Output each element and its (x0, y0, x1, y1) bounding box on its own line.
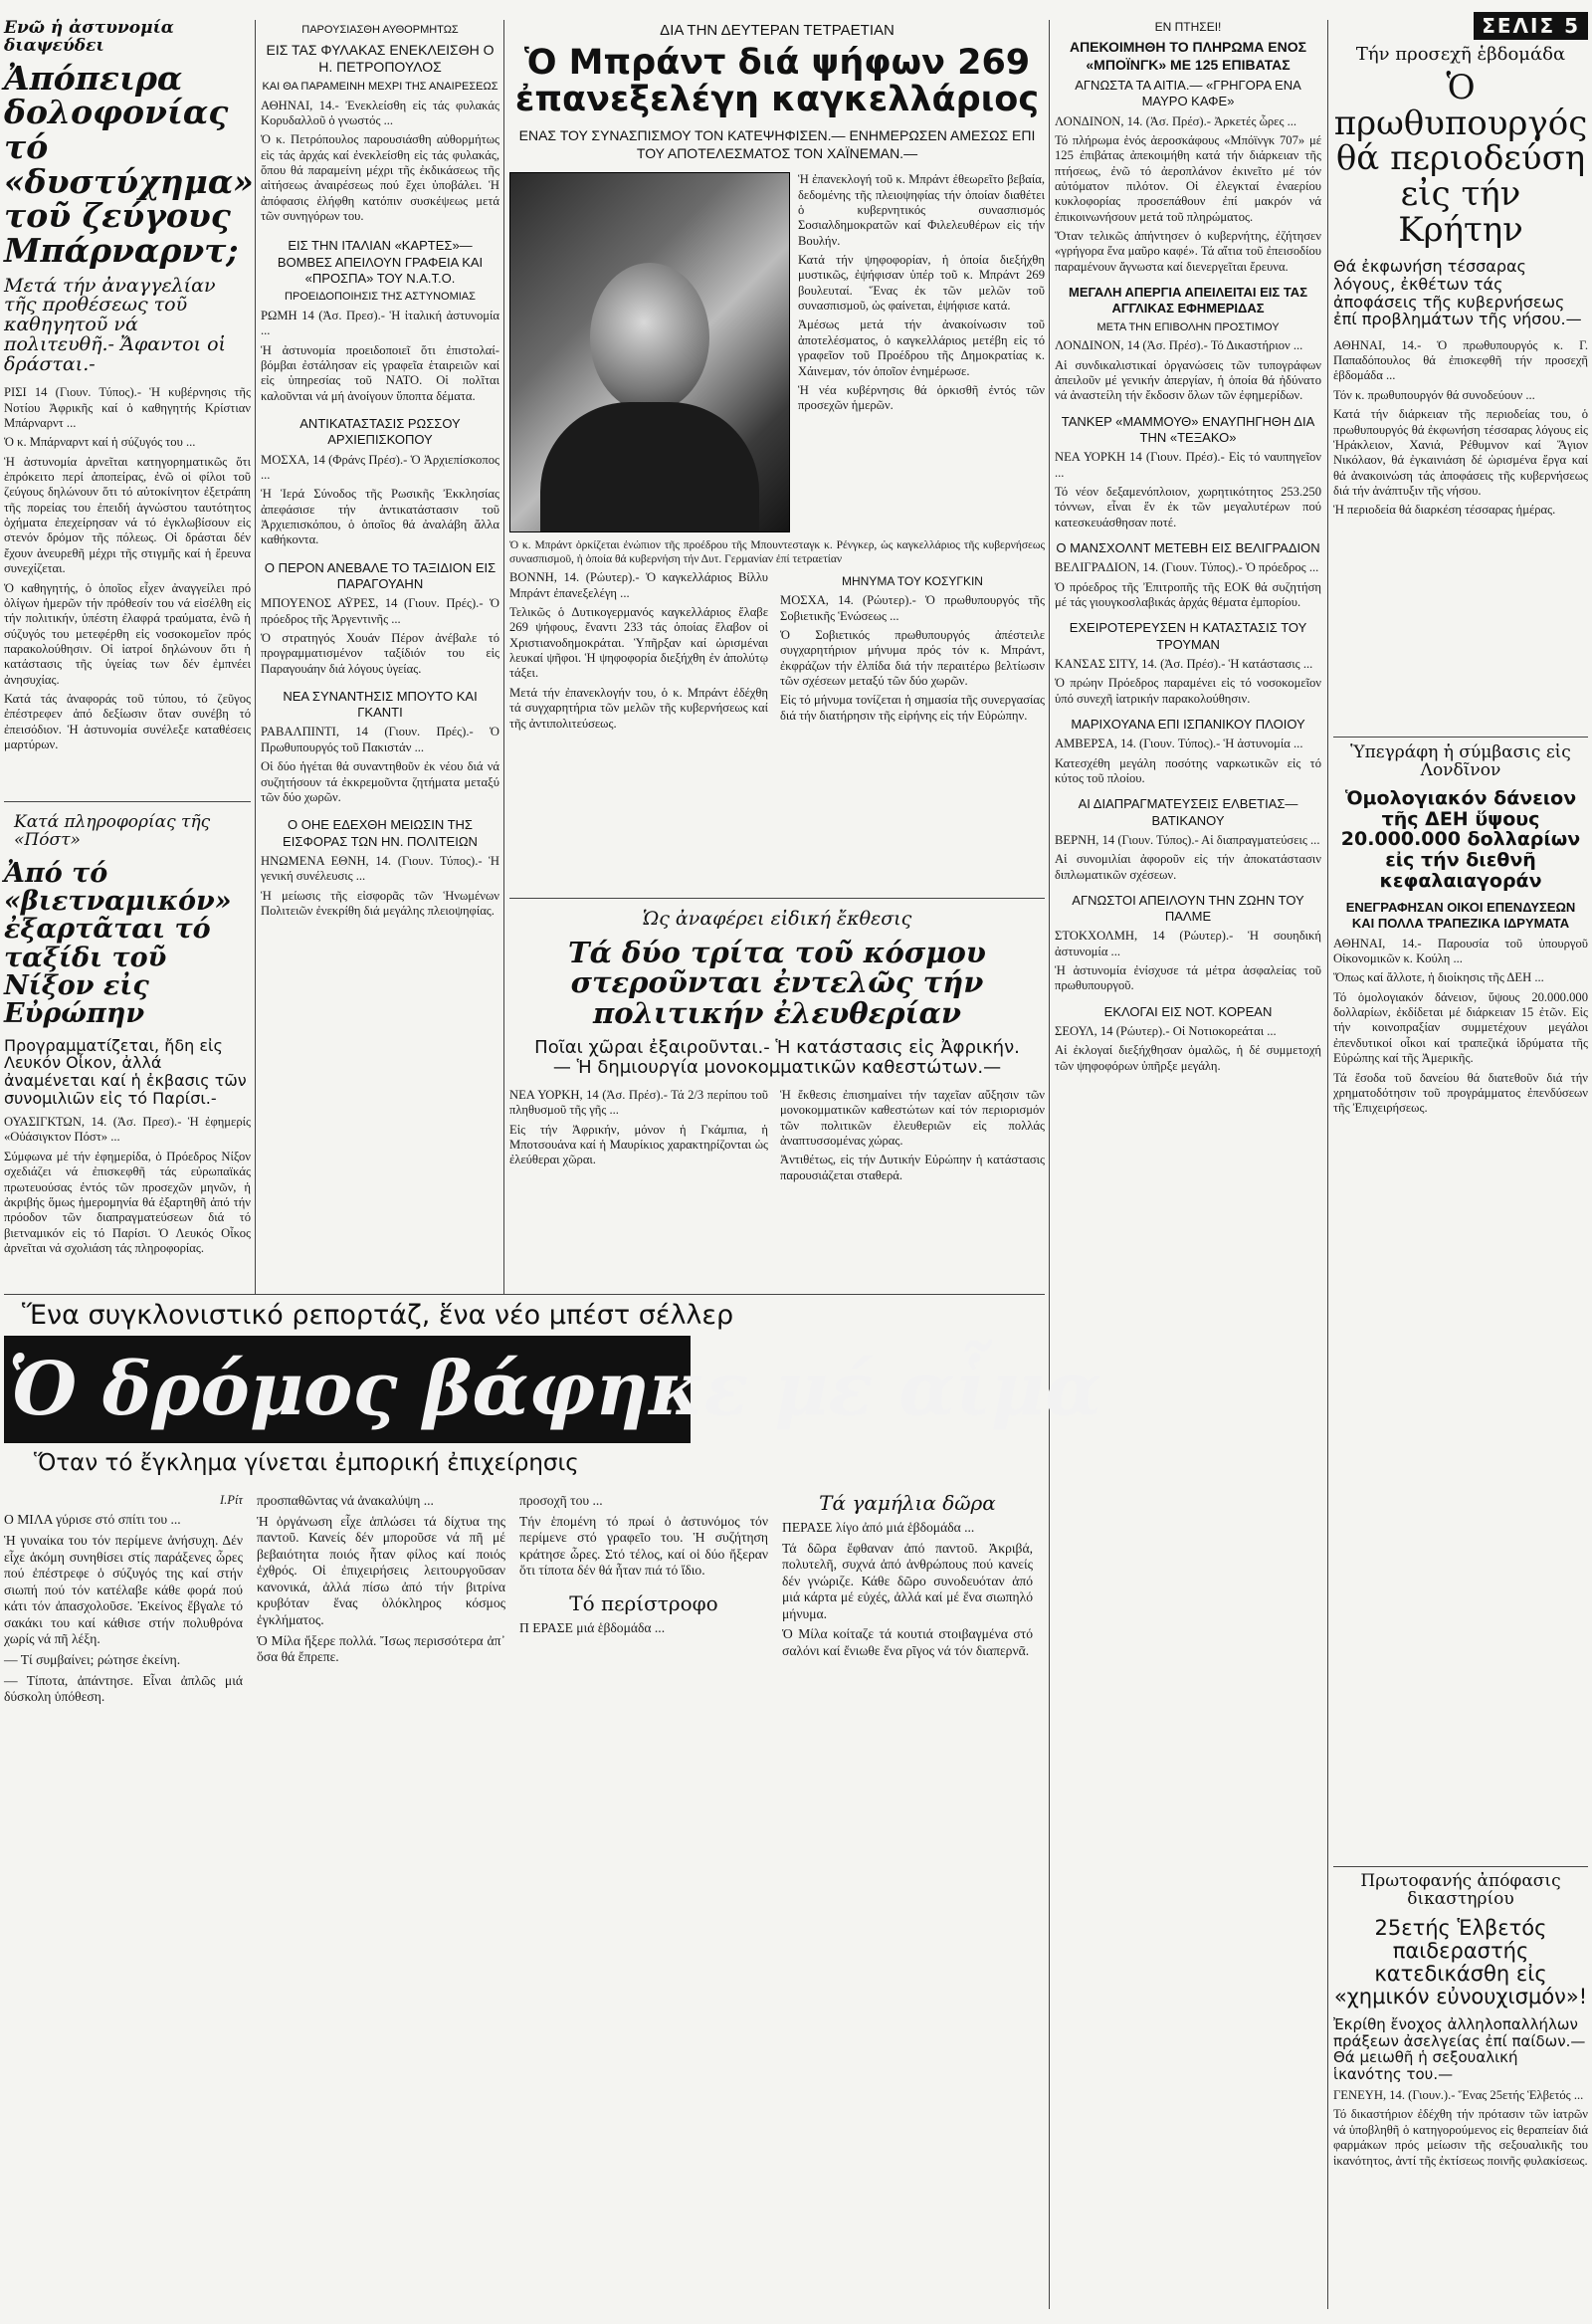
headline-palme: ΑΓΝΩΣΤΟΙ ΑΠΕΙΛΟΥΝ ΤΗΝ ΖΩΗΝ ΤΟΥ ΠΑΛΜΕ (1072, 892, 1304, 925)
article-vietnam: Κατά πληροφορίας τῆς «Πόστ» Ἀπό τό «βιετναμικόν» ἐξαρτᾶται τό ταξίδι τοῦ Νίξον εἰς Εὐρώπην Προγραμματίζεται, ἤδη εἰς Λευκόν Οἶκον, ἀλλά ἀναμένεται καί ἡ ἐκβασις τῶν συνομιλιῶν εἰς τό Παρίσι.- ΟΥΑΣΙΓΚΤΩΝ, 14. (Ἀσ. Πρεσ).- Ἡ ἐφημερίς «Οὐάσιγκτον Πόστ» ... Σύμφωνα μέ τήν ἐφημερίδα, ὁ Πρόεδρος Νίξον σχεδιάζει νά ἐπισκεφθῆ τάς εὐρωπαϊκάς πρωτευούσας ἐντός τῶν προσεχῶν μηνῶν, ἡ ἀκριβής ὅμως ἡμερομηνία θά ἐξαρτηθῆ ἀπό τήν πρόοδον τῶν διαπραγματεύσεων διά τό βιετναμικόν εἰς τό Παρίσι. Ὁ Λευκός Οἶκος ἀρνεῖται νά σχολιάση τάς πληροφορίας. (4, 812, 251, 1255)
subhead-vietnam: Προγραμματίζεται, ἤδη εἰς Λευκόν Οἶκον, ἀλλά ἀναμένεται καί ἡ ἐκβασις τῶν συνομιλιῶν εἰς τό Παρίσι.- (4, 1035, 247, 1108)
article-body-petropoulos: ΑΘΗΝΑΙ, 14.- Ἐνεκλείσθη εἰς τάς φυλακάς Κορυδαλλοῦ ὁ γνωστός ... (261, 98, 499, 127)
subhead-petropoulos: ΚΑΙ ΘΑ ΠΑΡΑΜΕΙΝΗ ΜΕΧΡΙ ΤΗΣ ΑΝΑΙΡΕΣΕΩΣ (262, 80, 498, 93)
serial-banner (4, 1294, 1102, 1477)
section-label-text: ΣΕΛΙΣ 5 (1474, 12, 1588, 40)
section-label (1333, 12, 1588, 40)
article-dei-loan: Ὑπεγράφη ἡ σύμβασις εἰς Λονδῖνον Ὁμολογιακόν δάνειον τῆς ΔΕΗ ὕψους 20.000.000 δολλαρίων εἰς τήν διεθνῆ κεφαλαιαγοράν ΕΝΕΓΡΑΦΗΣΑΝ ΟΙΚΟΙ ΕΠΕΝΔΥΣΕΩΝ ΚΑΙ ΠΟΛΛΑ ΤΡΑΠΕΖΙΚΑ ΙΔΡΥΜΑΤΑ ΑΘΗΝΑΙ, 14.- Παρουσία τοῦ ὑπουργοῦ Οἰκονομικῶν κ. Κούλη ... Ὅπως καί ἄλλοτε, ἡ διοίκησις τῆς ΔΕΗ ... Τό ὁμολογιακόν δάνειον, ὕψους 20.000.000 δολλαρίων, ἐκδίδεται μέ διάρκειαν 15 ἐτῶν. Εἰς τήν κοινοπραξίαν συμμετέχουν μεγάλοι ἐπενδυτικοί οἶκοι καί τραπεζικά ἱδρύματα τῆς Εὐρώπης καί τῆς Ἀμερικῆς. Τά ἔσοδα τοῦ δανείου θά διατεθοῦν διά τήν χρηματοδότησιν τοῦ προγράμματος ἐπενδύσεων τῆς Ἐπιχειρήσεως. (1333, 742, 1588, 1116)
article-body-peron: ΜΠΟΥΕΝΟΣ ΑΫΡΕΣ, 14 (Γιουν. Πρές).- Ὁ πρόεδρος τῆς Ἀργεντινῆς ... (261, 596, 499, 626)
article-body-russia: ΜΟΣΧΑ, 14 (Φράνς Πρέσ).- Ὁ Ἀρχιεπίσκοπος ... (261, 452, 499, 482)
serial-body-2: προσπαθῶντας νά ἀνακαλύψη ... (257, 1493, 434, 1508)
headline-un: Ο ΟΗΕ ΕΔΕΧΘΗ ΜΕΙΩΣΙΝ ΤΗΣ ΕΙΣΦΟΡΑΣ ΤΩΝ ΗΝ. ΠΟΛΙΤΕΙΩΝ (283, 817, 478, 849)
article-body-kosygin: ΜΟΣΧΑ, 14. (Ρώυτερ).- Ὁ πρωθυπουργός τῆς Σοβιετικῆς Ἑνώσεως ... (780, 593, 1045, 623)
kicker-boeing: ΕΝ ΠΤΗΣΕΙ! (1154, 20, 1222, 34)
headline-gandhi: ΝΕΑ ΣΥΝΑΝΤΗΣΙΣ ΜΠΟΥΤΟ ΚΑΙ ΓΚΑΝΤΙ (283, 688, 478, 721)
headline-strike: ΜΕΓΑΛΗ ΑΠΕΡΓΙΑ ΑΠΕΙΛΕΙΤΑΙ ΕΙΣ ΤΑΣ ΑΓΓΛΙΚΑΣ ΕΦΗΜΕΡΙΔΑΣ (1069, 285, 1307, 317)
article-body-report: ΝΕΑ ΥΟΡΚΗ, 14 (Ἀσ. Πρέσ).- Τά 2/3 περίπου τοῦ πληθυσμοῦ τῆς γῆς ... (509, 1087, 768, 1118)
article-body-boeing: ΛΟΝΔΙΝΟΝ, 14. (Ἀσ. Πρέσ).- Ἀρκετές ὧρες ... (1055, 113, 1297, 128)
article-body-gandhi: ΡΑΒΑΛΠΙΝΤΙ, 14 (Γιουν. Πρές).- Ὁ Πρωθυπουργός τοῦ Πακιστάν ... (261, 725, 499, 754)
article-body-barnard-2: Ὁ κ. Μπάρναρντ καί ἡ σύζυγός του ... (4, 435, 196, 450)
kicker-barnard: Ενῶ ἡ ἀστυνομία διαψεύδει (4, 18, 174, 56)
headline-peron: Ο ΠΕΡΟΝ ΑΝΕΒΑΛΕ ΤΟ ΤΑΞΙΔΙΟΝ ΕΙΣ ΠΑΡΑΓΟΥΑΗΝ (264, 559, 497, 591)
headline-loan: Ὁμολογιακόν δάνειον τῆς ΔΕΗ ὕψους 20.000.000 δολλαρίων εἰς τήν διεθνῆ κεφαλαιαγοράν (1340, 786, 1581, 893)
serial-body-4: ΠΕΡΑΣΕ λίγο ἀπό μιά ἑβδομάδα ... (782, 1520, 975, 1535)
article-body-palme: ΣΤΟΚΧΟΛΜΗ, 14 (Ρώυτερ).- Ἡ σουηδική ἀστυνομία ... (1055, 929, 1321, 958)
headline-brandt: Ὁ Μπράντ διά ψήφων 269 ἐπανεξελέγη καγκελλάριος (514, 42, 1040, 119)
subhead-swiss-court: Ἐκρίθη ἔνοχος ἀλληλοπαλλήλων πράξεων ἀσελγείας ἐπί παίδων.— Θά μειωθῆ ἡ σεξουαλική ἱκανότης του.— (1333, 2015, 1586, 2083)
headline-tanker: ΤΑΝΚΕΡ «ΜΑΜΜΟΥΘ» ΕΝΑΥΠΗΓΗΘΗ ΔΙΑ ΤΗΝ «ΤΕΞΑΚΟ» (1061, 413, 1315, 446)
article-body-vietnam: ΟΥΑΣΙΓΚΤΩΝ, 14. (Ἀσ. Πρεσ).- Ἡ ἐφημερίς «Οὐάσιγκτον Πόστ» ... (4, 1115, 251, 1145)
serial-subtitle: Ὅταν τό ἔγκλημα γίνεται ἐμπορική ἐπιχείρησις (34, 1450, 579, 1477)
headline-crete: Ὁ πρωθυπουργός θά περιοδεύση εἰς τήν Κρήτην (1333, 67, 1588, 250)
column-4: ΕΝ ΠΤΗΣΕΙ! ΑΠΕΚΟΙΜΗΘΗ ΤΟ ΠΛΗΡΩΜΑ ΕΝΟΣ «ΜΠΟΪΝΓΚ» ΜΕ 125 ΕΠΙΒΑΤΑΣ ΑΓΝΩΣΤΑ ΤΑ ΑΙΤΙΑ.— «ΓΡΗΓΟΡΑ ΕΝΑ ΜΑΥΡΟ ΚΑΦΕ» ΛΟΝΔΙΝΟΝ, 14. (Ἀσ. Πρέσ).- Ἀρκετές ὧρες ... Τό πλήρωμα ἑνός ἀεροσκάφους «Μπόϊνγκ 707» μέ 125 ἐπιβάτας ἀπεκοιμήθη κατά τήν διάρκειαν τῆς πτήσεως, ἐνῶ τό ἀεροπλάνον ἐκινεῖτο μέ τόν αὐτόματον πιλότον. Οἱ ἐλεγκταί ἐναερίου κυκλοφορίας προσεπάθουν ἐπί μακρόν νά ἐπικοινωνήσουν μετά τοῦ πληρώματος. Ὅταν τελικῶς ἀπήντησεν ὁ κυβερνήτης, ἐζήτησεν «γρήγορα ἕνα μαῦρο καφέ». Τά αἴτια τοῦ ἐπεισοδίου παραμένουν ἄγνωστα καί διενεργεῖται ἔρευνα. ΜΕΓΑΛΗ ΑΠΕΡΓΙΑ ΑΠΕΙΛΕΙΤΑΙ ΕΙΣ ΤΑΣ ΑΓΓΛΙΚΑΣ ΕΦΗΜΕΡΙΔΑΣ ΜΕΤΑ ΤΗΝ ΕΠΙΒΟΛΗΝ ΠΡΟΣΤΙΜΟΥ ΛΟΝΔΙΝΟΝ, 14 (Ἀσ. Πρέσ).- Τό Δικαστήριον ... Αἱ συνδικαλιστικαί ὀργανώσεις τῶν τυπογράφων ἀπειλοῦν μέ γενικήν ἀπεργίαν, ἡ ὁποία θά ἠδύνατο νά ἀναστείλη τήν ἔκδοσιν ὅλων τῶν ἐφημερίδων. ΤΑΝΚΕΡ «ΜΑΜΜΟΥΘ» ΕΝΑΥΠΗΓΗΘΗ ΔΙΑ ΤΗΝ «ΤΕΞΑΚΟ» ΝΕΑ ΥΟΡΚΗ 14 (Γιουν. Πρέσ).- Εἰς τό ναυπηγεῖον ... Τό νέον δεξαμενόπλοιον, χωρητικότητος 253.250 τόννων, εἶναι ἕν ἐκ τῶν μεγαλυτέρων πού κατεσκευάσθησαν ποτέ. Ο ΜΑΝΣΧΟΛΝΤ ΜΕΤΕΒΗ ΕΙΣ ΒΕΛΙΓΡΑΔΙΟΝ ΒΕΛΙΓΡΑΔΙΟΝ, 14. (Γιουν. Τύπος).- Ὁ πρόεδρος ... Ὁ πρόεδρος τῆς Ἐπιτροπῆς τῆς ΕΟΚ θά συζητήση μέ τάς γιουγκοσλαβικάς ἀρχάς θέματα ἐμπορίου. ΕΧΕΙΡΟΤΕΡΕΥΣΕΝ Η ΚΑΤΑΣΤΑΣΙΣ ΤΟΥ ΤΡΟΥΜΑΝ ΚΑΝΣΑΣ ΣΙΤΥ, 14. (Ἀσ. Πρέσ).- Ἡ κατάστασις ... Ὁ πρώην Πρόεδρος παραμένει εἰς τό νοσοκομεῖον ὑπό συνεχῆ ἰατρικήν παρακολούθησιν. ΜΑΡΙΧΟΥΑΝΑ ΕΠΙ ΙΣΠΑΝΙΚΟΥ ΠΛΟΙΟΥ ΑΜΒΕΡΣΑ, 14. (Γιουν. Τύπος).- Ἡ ἀστυνομία ... Κατεσχέθη μεγάλη ποσότης ναρκωτικῶν εἰς τό κύτος τοῦ πλοίου. ΑΙ ΔΙΑΠΡΑΓΜΑΤΕΥΣΕΙΣ ΕΛΒΕΤΙΑΣ—ΒΑΤΙΚΑΝΟΥ ΒΕΡΝΗ, 14 (Γιουν. Τύπος).- Αἱ διαπραγματεύσεις ... Αἱ συνομιλίαι ἀφοροῦν εἰς τήν ἀποκατάστασιν διπλωματικῶν σχέσεων. ΑΓΝΩΣΤΟΙ ΑΠΕΙΛΟΥΝ ΤΗΝ ΖΩΗΝ ΤΟΥ ΠΑΛΜΕ ΣΤΟΚΧΟΛΜΗ, 14 (Ρώυτερ).- Ἡ σουηδική ἀστυνομία ... Ἡ ἀστυνομία ἐνίσχυσε τά μέτρα ἀσφαλείας τοῦ πρωθυπουργοῦ. ΕΚΛΟΓΑΙ ΕΙΣ ΝΟΤ. ΚΟΡΕΑΝ ΣΕΟΥΛ, 14 (Ρώυτερ).- Οἱ Νοτιοκορεάται ... Αἱ ἐκλογαί διεξήχθησαν ὁμαλῶς, ἡ δέ συμμετοχή τῶν ψηφοφόρων ὑπῆρξε μεγάλη. (1055, 20, 1321, 1073)
kicker-vietnam: Κατά πληροφορίας τῆς «Πόστ» (14, 812, 211, 850)
article-body-crete: ΑΘΗΝΑΙ, 14.- Ὁ πρωθυπουργός κ. Γ. Παπαδόπουλος θά ἐπισκεφθῆ τήν προσεχῆ ἑβδομάδα ... (1333, 337, 1588, 383)
headline-kosygin: ΜΗΝΥΜΑ ΤΟΥ ΚΟΣΥΓΚΙΝ (842, 574, 983, 589)
headline-vietnam: Ἀπό τό «βιετναμικόν» ἐξαρτᾶται τό ταξίδι τοῦ Νίξον εἰς Εὐρώπην (4, 857, 232, 1030)
headline-mansholt: Ο ΜΑΝΣΧΟΛΝΤ ΜΕΤΕΒΗ ΕΙΣ ΒΕΛΙΓΡΑΔΙΟΝ (1056, 540, 1320, 556)
serial-body-3: προσοχῆ του ... (519, 1493, 603, 1508)
kicker-brandt: ΔΙΑ ΤΗΝ ΔΕΥΤΕΡΑΝ ΤΕΤΡΑΕΤΙΑΝ (660, 22, 895, 39)
subhead-crete: Θά ἐκφωνήση τέσσαρας λόγους, ἐκθέτων τάς ἀποφάσεις τῆς κυβερνήσεως ἐπί προβλημάτων τῆς νήσου.— (1333, 257, 1582, 329)
headline-barnard: Ἀπόπειρα δολοφονίας τό «δυστύχημα» τοῦ ζεύγους Μπάρναρντ; (4, 58, 254, 270)
serial-kicker: Ἕνα συγκλονιστικό ρεπορτάζ, ἕνα νέο μπέστ σέλλερ (22, 1300, 734, 1331)
article-body-swiss-court: ΓΕΝΕΥΗ, 14. (Γιουν.).- Ἕνας 25ετής Ἑλβετός ... (1333, 2088, 1584, 2103)
serial-body: Ι.Ρίτ Ο ΜΙΛΑ γύρισε στό σπίτι του ... Ἡ γυναίκα του τόν περίμενε ἀνήσυχη. Δέν εἶχε ἀκόμη συνηθίσει στίς παράξενες ὧρες πού ἐπέστρεφε ὁ σύζυγός της καί στήν σιωπή πού τόν κατέλαβε κάθε φορά πού κάτι τόν ἀπασχολοῦσε. Ἐκείνος ἔβγαλε τό σακάκι του καί κάθισε στήν πολυθρόνα χωρίς νά πῆ λέξη. — Τί συμβαίνει; ρώτησε ἐκείνη. — Τίποτα, ἀπάντησε. Εἶναι ἀπλῶς μιά δύσκολη ὑπόθεση. προσπαθῶντας νά ἀνακαλύψη ... Ἡ ὀργάνωση εἶχε ἁπλώσει τά δίχτυα της παντοῦ. Κανείς δέν μποροῦσε νά πῆ μέ βεβαιότητα ποιός ἦταν φίλος καί ποιός ἐχθρός. Οἱ ἐπιχειρήσεις λειτουργοῦσαν κανονικά, ἀλλά πίσω ἀπό τήν βιτρίνα κρυβόταν ἕνας ὁλόκληρος κόσμος ἐγκλήματος. Ὁ Μίλα ἤξερε πολλά. Ἴσως περισσότερα ἀπ᾽ ὅσα θά ἔπρεπε. προσοχῆ του ... Τήν ἑπομένη τό πρωί ὁ ἀστυνόμος τόν περίμενε στό γραφεῖο του. Ἡ συζήτηση κράτησε ὧρες. Στό τέλος, καί οἱ δύο ἤξεραν ὅτι τίποτα δέν θά ἦταν πιά τό ἴδιο. Τό περίστροφο Π ΕΡΑΣΕ μιά ἑβδομάδα ... Τά γαμήλια δῶρα ΠΕΡΑΣΕ λίγο ἀπό μιά ἑβδομάδα ... Τά δῶρα ἔφθαναν ἀπό παντοῦ. Ἀκριβά, πολυτελῆ, συχνά ἀπό ἀνθρώπους πού κανείς δέν γνώριζε. Κάθε δῶρο συνοδευόταν ἀπό μιά κάρτα μέ εὐχές, ἀλλά καί μέ ἕνα σιωπηλό μήνυμα. Ὁ Μίλα κοίταζε τά κουτιά στοιβαγμένα στό σαλόνι καί ἔνιωθε ἕνα ρῖγος νά τόν διαπερνᾶ. (4, 1491, 1033, 1705)
headline-russia: ΑΝΤΙΚΑΤΑΣΤΑΣΙΣ ΡΩΣΣΟΥ ΑΡΧΙΕΠΙΣΚΟΠΟΥ (299, 416, 461, 448)
headline-korea: ΕΚΛΟΓΑΙ ΕΙΣ ΝΟΤ. ΚΟΡΕΑΝ (1103, 1003, 1273, 1019)
article-body-korea: ΣΕΟΥΛ, 14 (Ρώυτερ).- Οἱ Νοτιοκορεάται ... (1055, 1024, 1277, 1039)
subhead-brandt: ΕΝΑΣ ΤΟΥ ΣΥΝΑΣΠΙΣΜΟΥ ΤΟΝ ΚΑΤΕΨΗΦΙΣΕΝ.— ΕΝΗΜΕΡΩΣΕΝ ΑΜΕΣΩΣ ΕΠΙ ΤΟΥ ΑΠΟΤΕΛΕΣΜΑΤΟΣ ΤΟΝ ΧΑΪΝΕΜΑΝ.— (518, 127, 1036, 161)
article-body-brandt: ΒΟΝΝΗ, 14. (Ρώυτερ).- Ὁ καγκελλάριος Βίλλυ Μπράντ ἐπανεξελέγη ... (509, 570, 768, 600)
article-body-strike: ΛΟΝΔΙΝΟΝ, 14 (Ἀσ. Πρέσ).- Τό Δικαστήριον ... (1055, 338, 1303, 353)
article-body-barnard: ΡΙΣΙ 14 (Γιουν. Τύπος).- Ἡ κυβέρνησις τῆς Νοτίου Ἀφρικῆς καί ὁ καθηγητής Κρίστιαν Μπάρναρντ ... (4, 385, 251, 430)
subhead-loan: ΕΝΕΓΡΑΦΗΣΑΝ ΟΙΚΟΙ ΕΠΕΝΔΥΣΕΩΝ ΚΑΙ ΠΟΛΛΑ ΤΡΑΠΕΖΙΚΑ ΙΔΡΥΜΑΤΑ (1345, 900, 1576, 932)
article-body-loan: ΑΘΗΝΑΙ, 14.- Παρουσία τοῦ ὑπουργοῦ Οἰκονομικῶν κ. Κούλη ... (1333, 936, 1588, 965)
serial-title: Ὁ δρόμος βάφηκε μέ αἷμα (8, 1346, 1102, 1432)
subhead-italy: ΠΡΟΕΙΔΟΠΟΙΗΣΙΣ ΤΗΣ ΑΣΤΥΝΟΜΙΑΣ (285, 291, 476, 304)
kicker-petropoulos: ΠΑΡΟΥΣΙΑΣΘΗ ΑΥΘΟΡΜΗΤΩΣ (301, 24, 459, 36)
kicker-swiss-court: Πρωτοφανής ἀπόφασις δικαστηρίου (1360, 1871, 1561, 1909)
kicker-loan: Ὑπεγράφη ἡ σύμβασις εἰς Λονδῖνον (1350, 742, 1571, 780)
serial-author: Ι.Ρίτ (219, 1493, 243, 1507)
article-body-swiss-vatican: ΒΕΡΝΗ, 14 (Γιουν. Τύπος).- Αἱ διαπραγματεύσεις ... (1055, 832, 1320, 847)
headline-truman: ΕΧΕΙΡΟΤΕΡΕΥΣΕΝ Η ΚΑΤΑΣΤΑΣΙΣ ΤΟΥ ΤΡΟΥΜΑΝ (1069, 620, 1307, 652)
kicker-crete: Τήν προσεχῆ ἑβδομάδα (1355, 44, 1566, 65)
article-swiss-court: Πρωτοφανής ἀπόφασις δικαστηρίου 25ετής Ἑλβετός παιδεραστής κατεδικάσθη εἰς «χημικόν εὐνουχισμόν»! Ἐκρίθη ἔνοχος ἀλληλοπαλλήλων πράξεων ἀσελγείας ἐπί παίδων.— Θά μειωθῆ ἡ σεξουαλική ἱκανότης του.— ΓΕΝΕΥΗ, 14. (Γιουν.).- Ἕνας 25ετής Ἑλβετός ... Τό δικαστήριον ἐδέχθη τήν πρότασιν τῶν ἰατρῶν νά ὑποβληθῆ ὁ κατηγορούμενος εἰς θεραπείαν διά φαρμάκων πρός μείωσιν τῆς σεξουαλικῆς του ἱκανότητος, ἀντί τῆς ἐκτίσεως ποινῆς φυλακίσεως. (1333, 1871, 1588, 2168)
brandt-photo (509, 172, 790, 532)
article-body-italy: ΡΩΜΗ 14 (Ἀσ. Πρεσ).- Ἡ ἰταλική ἀστυνομία ... (261, 308, 499, 338)
article-body-crete-2: Τόν κ. πρωθυπουργόν θά συνοδεύουν ... (1333, 387, 1535, 402)
article-body-marijuana: ΑΜΒΕΡΣΑ, 14. (Γιουν. Τύπος).- Ἡ ἀστυνομία ... (1055, 737, 1303, 751)
column-5: ΣΕΛΙΣ 5 Τήν προσεχῆ ἑβδομάδα Ὁ πρωθυπουργός θά περιοδεύση εἰς τήν Κρήτην Θά ἐκφωνήση τέσσαρας λόγους, ἐκθέτων τάς ἀποφάσεις τῆς κυβερνήσεως ἐπί προβλημάτων τῆς νήσου.— ΑΘΗΝΑΙ, 14.- Ὁ πρωθυπουργός κ. Γ. Παπαδόπουλος θά ἐπισκεφθῆ τήν προσεχῆ ἑβδομάδα ... Τόν κ. πρωθυπουργόν θά συνοδεύουν ... Κατά τήν διάρκειαν τῆς περιοδείας του, ὁ πρωθυπουργός θά ἐκφωνήση τέσσαρας λόγους εἰς Ἡράκλειον, Χανιά, Ρέθυμνον καί Ἅγιον Νικόλαον, θά ἐγκαινιάση δέ ὡρισμένα ἔργα καί θά ἀνακοινώση τάς ἀποφάσεις τῆς κυβερνήσεως διά τήν ἀνάπτυξιν τῆς νήσου. Ἡ περιοδεία θά διαρκέση τέσσαρας ἡμέρας. (1333, 14, 1588, 518)
column-1: Ενῶ ἡ ἀστυνομία διαψεύδει Ἀπόπειρα δολοφονίας τό «δυστύχημα» τοῦ ζεύγους Μπάρναρντ; Μετά τήν ἀναγγελίαν τῆς προθέσεως τοῦ καθηγητοῦ νά πολιτευθῆ.- Ἄφαντοι οἱ δράσται.- ΡΙΣΙ 14 (Γιουν. Τύπος).- Ἡ κυβέρνησις τῆς Νοτίου Ἀφρικῆς καί ὁ καθηγητής Κρίστιαν Μπάρναρντ ... Ὁ κ. Μπάρναρντ καί ἡ σύζυγός του ... Ἡ ἀστυνομία ἀρνεῖται κατηγορηματικῶς ὅτι ἐπρόκειτο περί ἀποπείρας, ἐνῶ οἱ φίλοι τοῦ ζεύγους δηλώνουν ὅτι τό αὐτοκίνητον ἐξετράπη τῆς πορείας του ἐπειδή ἀγνώστου ταυτότητος ὀχήματα ἐπεχείρησαν νά τό ἐγκλωβίσουν εἰς στενόν δρόμον τῆς πόλεως. Οἱ δράσται δέν ἔχουν ἀνευρεθῆ μέχρι τῆς στιγμῆς καί ἡ ἔρευνα συνεχίζεται. Ὁ καθηγητής, ὁ ὁποῖος εἶχεν ἀναγγείλει πρό ὀλίγων ἡμερῶν τήν πρόθεσίν του νά εἰσέλθη εἰς τήν πολιτικήν, ὑπέστη ἐλαφρά τραύματα, ἐνῶ ἡ σύζυγός του μετεφέρθη εἰς νοσοκομεῖον πρός παρακολούθησιν. Οἱ ἰατροί δηλώνουν ὅτι ἡ κατάστασις τῆς ὑγείας των δέν ἐμπνέει ἀνησυχίας. Κατά τάς ἀναφοράς τοῦ τύπου, τό ζεῦγος ἐπέστρεφεν ἀπό δεξίωσιν ὅταν συνέβη τό ἐπεισόδιον. Ἡ ἀστυνομία συνέλεξε καταθέσεις μαρτύρων. (4, 18, 254, 752)
kicker-report: Ὡς ἀναφέρει εἰδική ἔκθεσις (642, 908, 912, 930)
column-3: ΔΙΑ ΤΗΝ ΔΕΥΤΕΡΑΝ ΤΕΤΡΑΕΤΙΑΝ Ὁ Μπράντ διά ψήφων 269 ἐπανεξελέγη καγκελλάριος ΕΝΑΣ ΤΟΥ ΣΥΝΑΣΠΙΣΜΟΥ ΤΟΝ ΚΑΤΕΨΗΦΙΣΕΝ.— ΕΝΗΜΕΡΩΣΕΝ ΑΜΕΣΩΣ ΕΠΙ ΤΟΥ ΑΠΟΤΕΛΕΣΜΑΤΟΣ ΤΟΝ ΧΑΪΝΕΜΑΝ.— Ἡ ἐπανεκλογή τοῦ κ. Μπράντ ἐθεωρεῖτο βεβαία, δεδομένης τῆς πλειοψηφίας τήν ὁποίαν διαθέτει ὁ κυβερνητικός συνασπισμός Σοσιαλδημοκρατῶν καί Φιλελευθέρων εἰς τήν Βουλήν. Κατά τήν ψηφοφορίαν, ἡ ὁποία διεξήχθη μυστικῶς, ἐψήφισαν ὑπέρ τοῦ κ. Μπράντ 269 βουλευταί. Ἕνας ἐκ τῶν μελῶν τοῦ συνασπισμοῦ, ὡς φαίνεται, ἐψήφισε κατά. Ἀμέσως μετά τήν ἀνακοίνωσιν τοῦ ἀποτελέσματος, ὁ καγκελλάριος μετέβη εἰς τό γραφεῖον τοῦ Προέδρου τῆς Δημοκρατίας κ. Χάινεμαν, τόν ὁποῖον ἐνημέρωσε. Ἡ νέα κυβέρνησις θά ὁρκισθῆ ἐντός τῶν προσεχῶν ἡμερῶν. Ὁ κ. Μπράντ ὁρκίζεται ἐνώπιον τῆς προέδρου τῆς Μπουντεσταγκ κ. Ρένγκερ, ὡς καγκελλάριος τῆς κυβερνήσεως συνασπισμοῦ, ἡ ὁποία θά κυβερνήση τήν Δυτ. Γερμανίαν ἐπί τετραετίαν ΒΟΝΝΗ, 14. (Ρώυτερ).- Ὁ καγκελλάριος Βίλλυ Μπράντ ἐπανεξελέγη ... Τελικῶς ὁ Δυτικογερμανός καγκελλάριος ἔλαβε 269 ψήφους, ἔναντι 233 τάς ὁποίας ἔλαβον οἱ Χριστιανοδημοκράται. Ὑπῆρξαν καί ὡρισμέναι λευκαί ψῆφοι. Ἡ ψηφοφορία διεξήχθη ἐν ἀπολύτῳ τάξει. Μετά τήν ἐπανεκλογήν του, ὁ κ. Μπράντ ἐδέχθη τά συγχαρητήρια τῶν μελῶν τῆς κυβερνήσεως καί τῆς ἀντιπολιτεύσεως. ΜΗΝΥΜΑ ΤΟΥ ΚΟΣΥΓΚΙΝ ΜΟΣΧΑ, 14. (Ρώυτερ).- Ὁ πρωθυπουργός τῆς Σοβιετικῆς Ἑνώσεως ... Ὁ Σοβιετικός πρωθυπουργός ἀπέστειλε συγχαρητήριον μήνυμα πρός τόν κ. Μπράντ, ἐκφράζων τήν ἐλπίδα διά τήν περαιτέρω βελτίωσιν τῶν σχέσεων μεταξύ τῶν δύο χωρῶν. Εἰς τό μήνυμα τονίζεται ἡ σημασία τῆς συνεργασίας διά τήν διατήρησιν τῆς εἰρήνης εἰς τήν Εὐρώπην. Ὡς ἀναφέρει εἰδική ἔκθεσις Τά δύο τρίτα τοῦ κόσμου στεροῦνται ἐντελῶς τήν πολιτικήν ἐλευθερίαν Ποῖαι χῶραι ἐξαιροῦνται.- Ἡ κατάστασις εἰς Ἀφρικήν.— Ἡ δημιουργία μονοκομματικῶν καθεστώτων.— ΝΕΑ ΥΟΡΚΗ, 14 (Ἀσ. Πρέσ).- Τά 2/3 περίπου τοῦ πληθυσμοῦ τῆς γῆς ... Εἰς τήν Ἀφρικήν, μόνον ἡ Γκάμπια, ἡ Μποτσουάνα καί ἡ Μαυρίκιος χαρακτηρίζονται ὡς ἐλεύθεραι χῶραι. Ἡ ἔκθεσις ἐπισημαίνει τήν ταχεῖαν αὔξησιν τῶν μονοκομματικῶν καθεστώτων καί τόν περιορισμόν τῶν πολιτικῶν ἐλευθεριῶν εἰς πολλάς ἀναπτυσσομένας χώρας. Ἀντιθέτως, εἰς τήν Δυτικήν Εὐρώπην ἡ κατάστασις παρουσιάζεται σταθερά. (509, 22, 1045, 1182)
serial-body-1: Ο ΜΙΛΑ γύρισε στό σπίτι του ... (4, 1512, 181, 1528)
headline-swiss-vatican: ΑΙ ΔΙΑΠΡΑΓΜΑΤΕΥΣΕΙΣ ΕΛΒΕΤΙΑΣ—ΒΑΤΙΚΑΝΟΥ (1078, 796, 1298, 828)
headline-italy: ΕΙΣ ΤΗΝ ΙΤΑΛΙΑΝ «ΚΑΡΤΕΣ»—ΒΟΜΒΕΣ ΑΠΕΙΛΟΥΝ ΓΡΑΦΕΙΑ ΚΑΙ «ΠΡΟΣΠΑ» ΤΟΥ Ν.Α.Τ.Ο. (277, 238, 484, 286)
article-body-loan-2: Ὅπως καί ἄλλοτε, ἡ διοίκησις τῆς ΔΕΗ ... (1333, 970, 1544, 985)
column-2: ΠΑΡΟΥΣΙΑΣΘΗ ΑΥΘΟΡΜΗΤΩΣ ΕΙΣ ΤΑΣ ΦΥΛΑΚΑΣ ΕΝΕΚΛΕΙΣΘΗ Ο Η. ΠΕΤΡΟΠΟΥΛΟΣ ΚΑΙ ΘΑ ΠΑΡΑΜΕΙΝΗ ΜΕΧΡΙ ΤΗΣ ΑΝΑΙΡΕΣΕΩΣ ΑΘΗΝΑΙ, 14.- Ἐνεκλείσθη εἰς τάς φυλακάς Κορυδαλλοῦ ὁ γνωστός ... Ὁ κ. Πετρόπουλος παρουσιάσθη αὐθορμήτως εἰς τάς ἀρχάς καί ἐνεκλείσθη εἰς τάς φυλακάς, ὅπου θά παραμείνη μέχρι τῆς ἐκδικάσεως τῆς αἰτήσεως ἀναιρέσεως πού ἔχει ὑποβάλει. Ἡ ἀπόφασις ἐλήφθη κατόπιν συσκέψεως μετά τῶν συνηγόρων του. ΕΙΣ ΤΗΝ ΙΤΑΛΙΑΝ «ΚΑΡΤΕΣ»—ΒΟΜΒΕΣ ΑΠΕΙΛΟΥΝ ΓΡΑΦΕΙΑ ΚΑΙ «ΠΡΟΣΠΑ» ΤΟΥ Ν.Α.Τ.Ο. ΠΡΟΕΙΔΟΠΟΙΗΣΙΣ ΤΗΣ ΑΣΤΥΝΟΜΙΑΣ ΡΩΜΗ 14 (Ἀσ. Πρεσ).- Ἡ ἰταλική ἀστυνομία ... Ἡ ἀστυνομία προειδοποιεῖ ὅτι ἐπιστολαί-βόμβαι ἐστάλησαν εἰς γραφεῖα ἑταιρειῶν καί εἰς ὑπηρεσίας τοῦ ΝΑΤΟ. Οἱ πολῖται καλοῦνται νά μή ἀνοίγουν ὕποπτα δέματα. ΑΝΤΙΚΑΤΑΣΤΑΣΙΣ ΡΩΣΣΟΥ ΑΡΧΙΕΠΙΣΚΟΠΟΥ ΜΟΣΧΑ, 14 (Φράνς Πρέσ).- Ὁ Ἀρχιεπίσκοπος ... Ἡ Ἱερά Σύνοδος τῆς Ρωσικῆς Ἐκκλησίας ἀπεφάσισε τήν ἀντικατάστασιν τοῦ Ἀρχιεπισκόπου, ὁ ὁποῖος θά ἀναλάβη ἄλλα καθήκοντα. Ο ΠΕΡΟΝ ΑΝΕΒΑΛΕ ΤΟ ΤΑΞΙΔΙΟΝ ΕΙΣ ΠΑΡΑΓΟΥΑΗΝ ΜΠΟΥΕΝΟΣ ΑΫΡΕΣ, 14 (Γιουν. Πρές).- Ὁ πρόεδρος τῆς Ἀργεντινῆς ... Ὁ στρατηγός Χουάν Πέρον ἀνέβαλε τό προγραμματισμένον ταξίδιόν του εἰς Παραγουάην διά λόγους ὑγείας. ΝΕΑ ΣΥΝΑΝΤΗΣΙΣ ΜΠΟΥΤΟ ΚΑΙ ΓΚΑΝΤΙ ΡΑΒΑΛΠΙΝΤΙ, 14 (Γιουν. Πρές).- Ὁ Πρωθυπουργός τοῦ Πακιστάν ... Οἱ δύο ἡγέται θά συναντηθοῦν ἐκ νέου διά νά συζητήσουν τά ἐκκρεμοῦντα ζητήματα μεταξύ τῶν δύο χωρῶν. Ο ΟΗΕ ΕΔΕΧΘΗ ΜΕΙΩΣΙΝ ΤΗΣ ΕΙΣΦΟΡΑΣ ΤΩΝ ΗΝ. ΠΟΛΙΤΕΙΩΝ ΗΝΩΜΕΝΑ ΕΘΝΗ, 14. (Γιουν. Τύπος).- Ἡ γενική συνέλευσις ... Ἡ μείωσις τῆς εἰσφορᾶς τῶν Ἡνωμένων Πολιτειῶν ἐνεκρίθη διά μεγάλης πλειοψηφίας. (261, 24, 499, 918)
article-body-truman: ΚΑΝΣΑΣ ΣΙΤΥ, 14. (Ἀσ. Πρέσ).- Ἡ κατάστασις ... (1055, 656, 1313, 671)
headline-petropoulos: ΕΙΣ ΤΑΣ ΦΥΛΑΚΑΣ ΕΝΕΚΛΕΙΣΘΗ Ο Η. ΠΕΤΡΟΠΟΥΛΟΣ (266, 41, 495, 76)
article-body-tanker: ΝΕΑ ΥΟΡΚΗ 14 (Γιουν. Πρέσ).- Εἰς τό ναυπηγεῖον ... (1055, 450, 1321, 480)
serial-body-5: Π ΕΡΑΣΕ μιά ἑβδομάδα ... (519, 1619, 666, 1635)
headline-marijuana: ΜΑΡΙΧΟΥΑΝΑ ΕΠΙ ΙΣΠΑΝΙΚΟΥ ΠΛΟΙΟΥ (1071, 716, 1305, 732)
headline-swiss-court: 25ετής Ἑλβετός παιδεραστής κατεδικάσθη εἰς «χημικόν εὐνουχισμόν»! (1333, 1915, 1588, 2008)
subhead-barnard: Μετά τήν ἀναγγελίαν τῆς προθέσεως τοῦ καθηγητοῦ νά πολιτευθῆ.- Ἄφαντοι οἱ δράσται.- (4, 274, 226, 376)
photo-caption-brandt: Ὁ κ. Μπράντ ὁρκίζεται ἐνώπιον τῆς προέδρου τῆς Μπουντεσταγκ κ. Ρένγκερ, ὡς καγκελλάριος τῆς κυβερνήσεως συνασπισμοῦ, ἡ ὁποία θά κυβερνήση τήν Δυτ. Γερμανίαν ἐπί τετραετίαν (509, 539, 1045, 566)
headline-report: Τά δύο τρίτα τοῦ κόσμου στεροῦνται ἐντελῶς τήν πολιτικήν ἐλευθερίαν (568, 935, 986, 1030)
serial-section-wedding: Τά γαμήλια δῶρα (819, 1491, 996, 1515)
article-body-mansholt: ΒΕΛΙΓΡΑΔΙΟΝ, 14. (Γιουν. Τύπος).- Ὁ πρόεδρος ... (1055, 560, 1319, 575)
serial-title-bar (4, 1336, 1102, 1443)
headline-boeing: ΑΠΕΚΟΙΜΗΘΗ ΤΟ ΠΛΗΡΩΜΑ ΕΝΟΣ «ΜΠΟΪΝΓΚ» ΜΕ 125 ΕΠΙΒΑΤΑΣ (1069, 39, 1307, 73)
subhead-boeing: ΑΓΝΩΣΤΑ ΤΑ ΑΙΤΙΑ.— «ΓΡΗΓΟΡΑ ΕΝΑ ΜΑΥΡΟ ΚΑΦΕ» (1075, 78, 1301, 109)
serial-section-revolver: Τό περίστροφο (569, 1590, 718, 1615)
subhead-strike: ΜΕΤΑ ΤΗΝ ΕΠΙΒΟΛΗΝ ΠΡΟΣΤΙΜΟΥ (1096, 320, 1280, 333)
article-body-un: ΗΝΩΜΕΝΑ ΕΘΝΗ, 14. (Γιουν. Τύπος).- Ἡ γενική συνέλευσις ... (261, 853, 499, 884)
subhead-report: Ποῖαι χῶραι ἐξαιροῦνται.- Ἡ κατάστασις εἰς Ἀφρικήν.— Ἡ δημιουργία μονοκομματικῶν καθεστώτων.— (534, 1037, 1020, 1079)
